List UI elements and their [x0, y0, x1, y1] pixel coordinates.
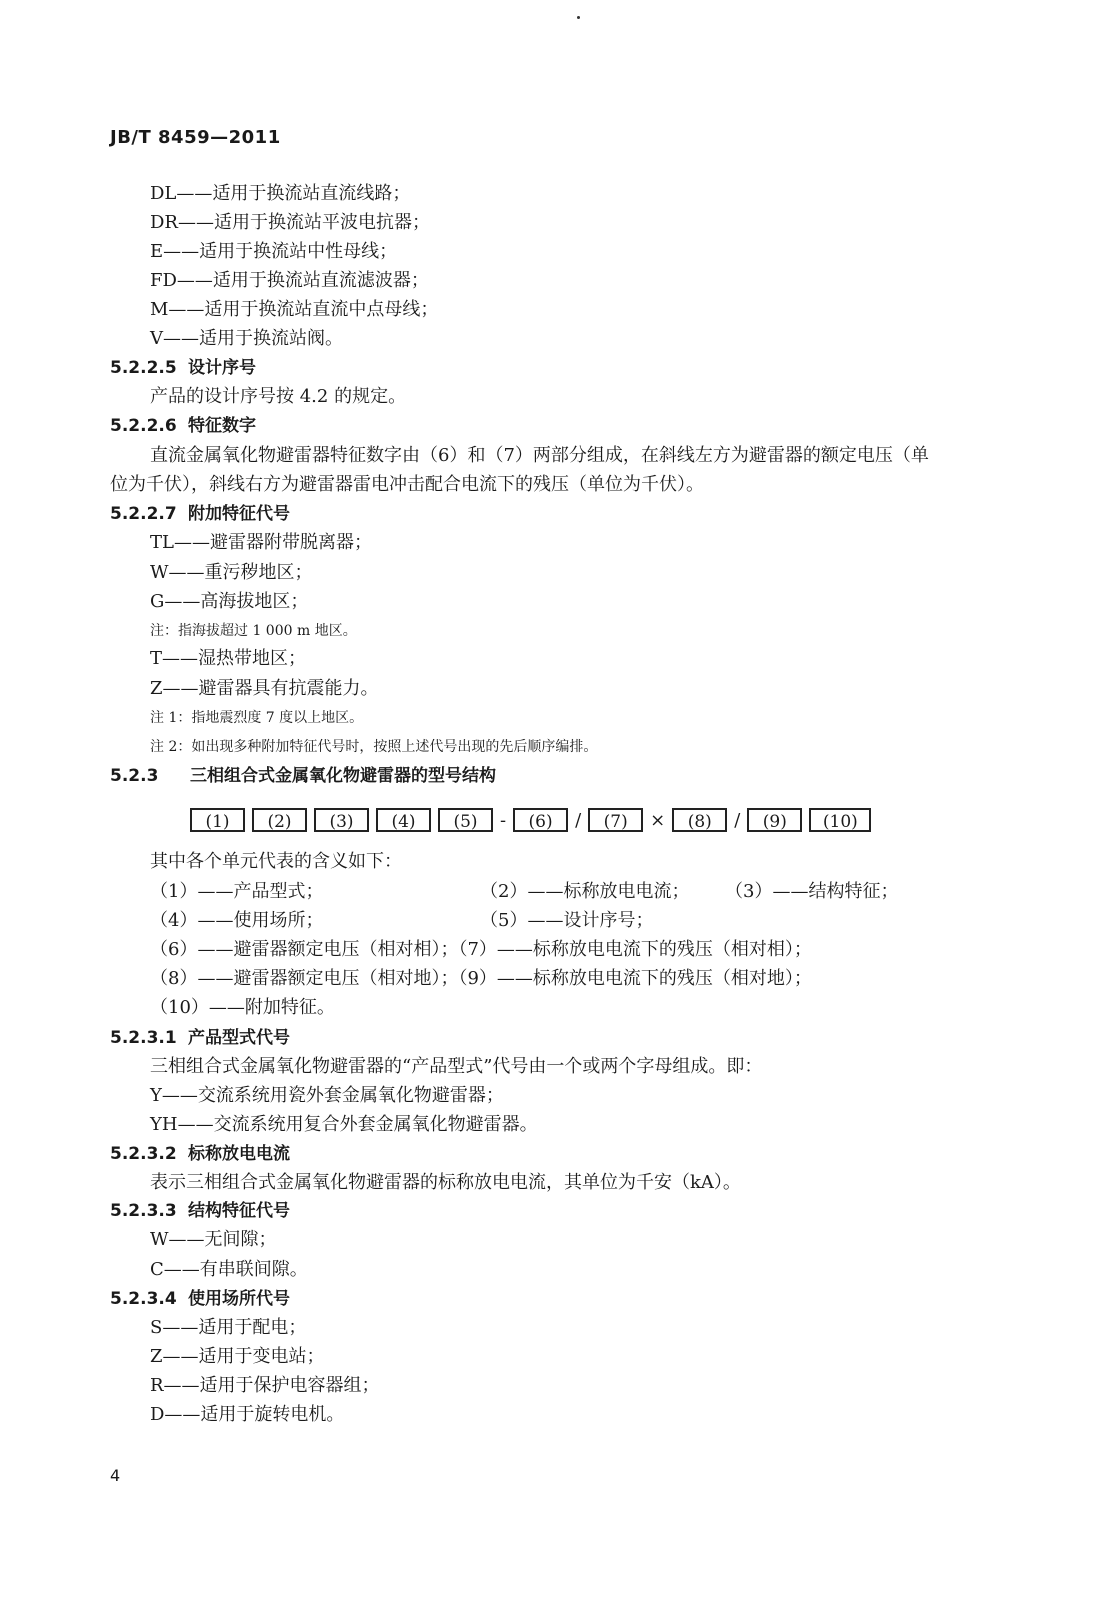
legend-entry: （5）——设计序号；: [480, 910, 654, 931]
list-item: TL——避雷器附带脱离器；: [150, 532, 372, 553]
scan-dot: [577, 16, 580, 19]
section-title: 标称放电电流: [188, 1144, 290, 1164]
model-box-7: (7): [588, 808, 643, 832]
list-item: E——适用于换流站中性母线；: [150, 241, 398, 262]
slash-separator: /: [575, 809, 582, 831]
model-box-3: (3): [314, 808, 369, 832]
list-item: Z——适用于变电站；: [150, 1346, 325, 1367]
legend-row: （8）——避雷器额定电压（相对地）；（9）——标称放电电流下的残压（相对地）；: [150, 968, 812, 989]
list-item: DR——适用于换流站平波电抗器；: [150, 212, 430, 233]
legend-entry: （2）——标称放电电流；: [480, 881, 690, 902]
list-item: S——适用于配电；: [150, 1317, 307, 1338]
list-item: YH——交流系统用复合外套金属氧化物避雷器。: [150, 1114, 538, 1135]
list-item: FD——适用于换流站直流滤波器；: [150, 270, 429, 291]
legend-entry: （3）——结构特征；: [725, 881, 899, 902]
list-item: G——高海拔地区；: [150, 591, 309, 612]
legend-entry: （4）——使用场所；: [150, 910, 324, 931]
section-heading-5225: [110, 356, 256, 380]
section-title: 结构特征代号: [188, 1201, 290, 1221]
list-item: R——适用于保护电容器组；: [150, 1375, 380, 1396]
list-item: W——重污秽地区；: [150, 562, 313, 583]
model-box-10: (10): [809, 808, 871, 832]
paragraph: 产品的设计序号按 4.2 的规定。: [150, 386, 407, 407]
section-title: 三相组合式金属氧化物避雷器的型号结构: [190, 766, 496, 786]
model-box-8: (8): [672, 808, 727, 832]
legend-row: （10）——附加特征。: [150, 997, 335, 1018]
legend-intro: 其中各个单元代表的含义如下：: [150, 851, 402, 872]
model-box-9: (9): [747, 808, 802, 832]
legend-entry: （1）——产品型式；: [150, 881, 324, 902]
list-item: DL——适用于换流站直流线路；: [150, 183, 411, 204]
section-heading-523: [110, 764, 496, 788]
section-title: 设计序号: [188, 358, 256, 378]
list-item: Z——避雷器具有抗震能力。: [150, 678, 379, 699]
section-heading-5231: [110, 1026, 290, 1050]
list-item: Y——交流系统用瓷外套金属氧化物避雷器；: [150, 1085, 504, 1106]
section-heading-5226: [110, 414, 256, 438]
model-box-5: (5): [438, 808, 493, 832]
list-item: V——适用于换流站阀。: [150, 328, 343, 349]
list-item: T——湿热带地区；: [150, 648, 307, 669]
times-separator: ×: [650, 809, 666, 831]
list-item: W——无间隙；: [150, 1229, 277, 1250]
note: 注：指海拔超过 1 000 m 地区。: [150, 623, 357, 639]
section-heading-5233: [110, 1199, 290, 1223]
model-structure-diagram: [190, 806, 871, 834]
page-number: 4: [110, 1466, 121, 1485]
section-number: 5.2.2.6: [110, 416, 177, 436]
section-title: 特征数字: [188, 416, 256, 436]
paragraph: 表示三相组合式金属氧化物避雷器的标称放电电流，其单位为千安（kA）。: [150, 1172, 741, 1193]
section-title: 产品型式代号: [188, 1028, 290, 1048]
section-number: 5.2.3.2: [110, 1144, 177, 1164]
list-item: M——适用于换流站直流中点母线；: [150, 299, 439, 320]
section-heading-5234: [110, 1287, 290, 1311]
standard-header: JB/T 8459—2011: [110, 127, 281, 148]
paragraph: 位为千伏），斜线右方为避雷器雷电冲击配合电流下的残压（单位为千伏）。: [110, 474, 704, 495]
section-title: 附加特征代号: [188, 504, 290, 524]
section-heading-5232: [110, 1142, 290, 1166]
model-box-6: (6): [513, 808, 568, 832]
legend-row: （6）——避雷器额定电压（相对相）；（7）——标称放电电流下的残压（相对相）；: [150, 939, 812, 960]
section-heading-5227: [110, 502, 290, 526]
note: 注 1：指地震烈度 7 度以上地区。: [150, 710, 364, 726]
paragraph: 直流金属氧化物避雷器特征数字由（6）和（7）两部分组成，在斜线左方为避雷器的额定电压（单: [150, 445, 929, 466]
list-item: C——有串联间隙。: [150, 1259, 308, 1280]
dash-separator: -: [500, 809, 507, 831]
section-number: 5.2.3.1: [110, 1028, 177, 1048]
section-number: 5.2.3.3: [110, 1201, 177, 1221]
model-box-4: (4): [376, 808, 431, 832]
paragraph: 三相组合式金属氧化物避雷器的“产品型式”代号由一个或两个字母组成。即：: [150, 1056, 763, 1077]
model-box-1: (1): [190, 808, 245, 832]
section-number: 5.2.2.7: [110, 504, 177, 524]
section-number: 5.2.2.5: [110, 358, 177, 378]
section-title: 使用场所代号: [188, 1289, 290, 1309]
slash-separator: /: [734, 809, 741, 831]
note: 注 2：如出现多种附加特征代号时，按照上述代号出现的先后顺序编排。: [150, 739, 598, 755]
model-box-2: (2): [252, 808, 307, 832]
section-number: 5.2.3.4: [110, 1289, 177, 1309]
list-item: D——适用于旋转电机。: [150, 1404, 345, 1425]
section-number: 5.2.3: [110, 766, 159, 786]
